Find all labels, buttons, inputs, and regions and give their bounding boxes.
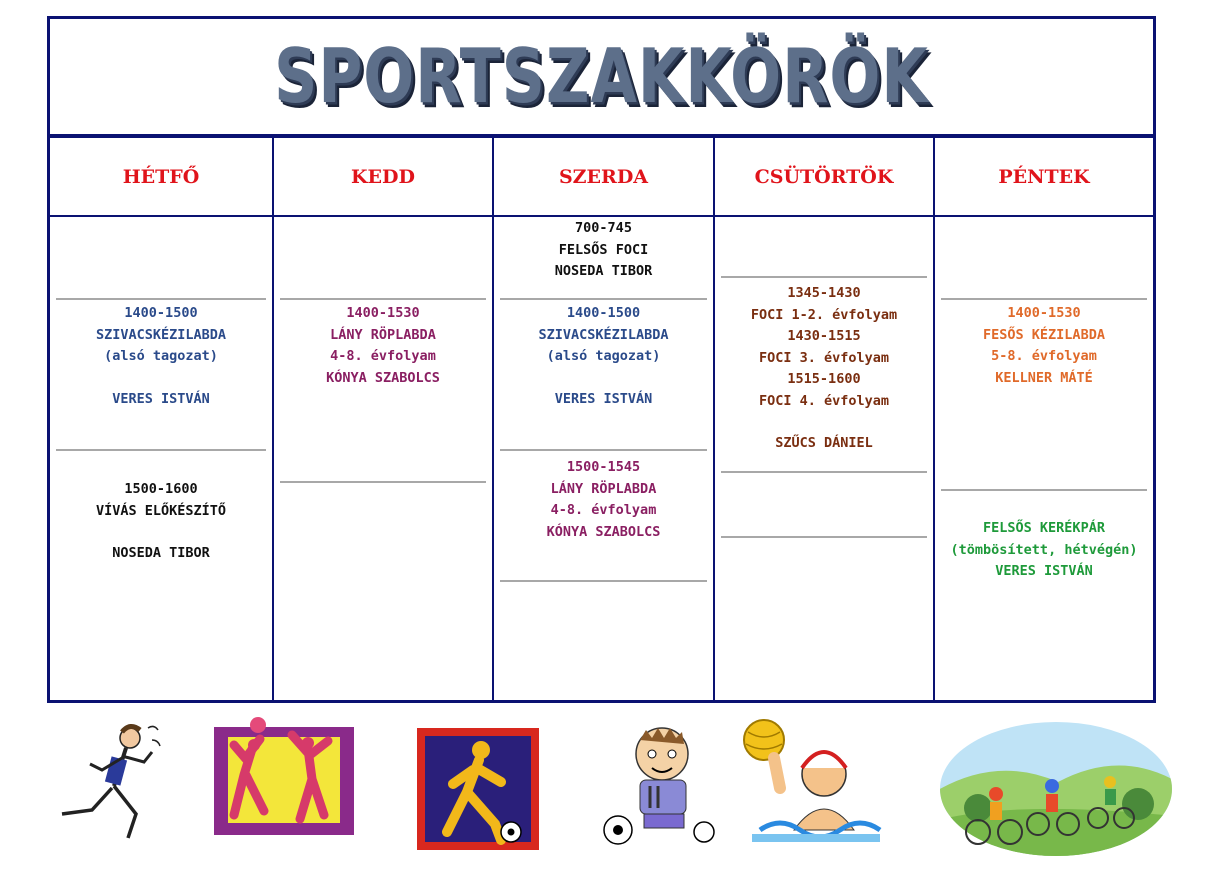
- boy-football-icon: [600, 722, 720, 848]
- activity-name: FOCI 1-2. évfolyam: [750, 306, 898, 323]
- volleyball-icon: [212, 715, 356, 837]
- day-header-pentek: PÉNTEK: [935, 138, 1153, 217]
- separator: [280, 481, 486, 483]
- activity-name: LÁNY RÖPLABDA: [550, 480, 657, 497]
- separator: [941, 489, 1147, 491]
- activity-teacher: VERES ISTVÁN: [554, 390, 653, 407]
- activity-kedd-1: [274, 303, 492, 389]
- activity-note: 4-8. évfolyam: [550, 502, 657, 518]
- activity-time: 1500-1600: [124, 481, 198, 497]
- schedule-table: [47, 16, 1156, 703]
- activity-time: 1400-1500: [124, 305, 198, 321]
- activity-szerda-0: [494, 218, 713, 283]
- activity-teacher: VERES ISTVÁN: [112, 390, 210, 407]
- column-csutortok: [713, 138, 933, 700]
- separator: [500, 449, 707, 451]
- activity-teacher: NOSEDA TIBOR: [554, 263, 653, 279]
- activity-note: (tömbösített, hétvégén): [950, 541, 1138, 558]
- activity-teacher: SZŰCS DÁNIEL: [775, 435, 873, 451]
- day-header-hetfo: HÉTFŐ: [50, 138, 272, 217]
- activity-time: 1430-1515: [787, 328, 861, 344]
- separator: [721, 276, 927, 278]
- soccer-goalkeeper-icon: [417, 728, 539, 850]
- day-header-csutortok: CSÜTÖRTÖK: [715, 138, 933, 217]
- activity-csutortok-1: [715, 283, 933, 455]
- column-pentek: [933, 138, 1153, 700]
- activity-teacher: VERES ISTVÁN: [995, 563, 1093, 579]
- activity-teacher: KÓNYA SZABOLCS: [326, 369, 440, 386]
- page-title: SPORTSZAKKÖRÖK: [274, 32, 929, 121]
- column-kedd: [272, 138, 492, 700]
- activity-name: FOCI 4. évfolyam: [758, 392, 890, 409]
- activity-note: 5-8. évfolyam: [991, 348, 1097, 364]
- separator: [500, 298, 707, 300]
- separator: [721, 471, 927, 473]
- activity-hetfo-1: [50, 303, 272, 410]
- activity-name: FELSŐS KERÉKPÁR: [983, 520, 1105, 536]
- water-polo-icon: [740, 718, 890, 846]
- activity-name: LÁNY RÖPLABDA: [330, 326, 436, 343]
- activity-time: 1500-1545: [566, 459, 641, 475]
- separator: [721, 536, 927, 538]
- title-banner: [50, 19, 1153, 138]
- cycling-icon: [938, 720, 1174, 858]
- activity-name: SZIVACSKÉZILABDA: [95, 326, 227, 343]
- separator: [500, 580, 707, 582]
- activity-teacher: KELLNER MÁTÉ: [995, 369, 1093, 386]
- activity-time: 700-745: [575, 220, 632, 236]
- column-szerda: [492, 138, 713, 700]
- activity-note: 4-8. évfolyam: [330, 348, 436, 364]
- activity-pentek-2: [935, 518, 1153, 583]
- day-header-szerda: SZERDA: [494, 138, 713, 217]
- activity-time: 1400-1530: [346, 305, 420, 321]
- activity-szerda-1: [494, 303, 713, 410]
- activity-szerda-2: [494, 457, 713, 543]
- activity-name: FOCI 3. évfolyam: [758, 349, 890, 366]
- day-header-kedd: KEDD: [274, 138, 492, 217]
- activity-name: VÍVÁS ELŐKÉSZÍTŐ: [95, 502, 227, 519]
- activity-name: SZIVACSKÉZILABDA: [538, 326, 669, 343]
- activity-note: (alsó tagozat): [546, 348, 661, 364]
- activity-time: 1400-1500: [566, 305, 641, 321]
- activity-teacher: NOSEDA TIBOR: [112, 545, 210, 561]
- activity-time: 1400-1530: [1007, 305, 1081, 321]
- separator: [280, 298, 486, 300]
- activity-pentek-1: [935, 303, 1153, 389]
- activity-name: FELSŐS FOCI: [558, 241, 649, 258]
- activity-name: FESŐS KÉZILABDA: [983, 326, 1105, 343]
- activity-teacher: KÓNYA SZABOLCS: [546, 523, 661, 540]
- separator: [941, 298, 1147, 300]
- activity-hetfo-2: [50, 479, 272, 565]
- runner-icon: [52, 718, 172, 846]
- activity-note: (alsó tagozat): [104, 348, 218, 364]
- activity-time: 1515-1600: [787, 371, 861, 387]
- separator: [56, 449, 266, 451]
- activity-time: 1345-1430: [787, 285, 861, 301]
- separator: [56, 298, 266, 300]
- column-hetfo: [50, 138, 272, 700]
